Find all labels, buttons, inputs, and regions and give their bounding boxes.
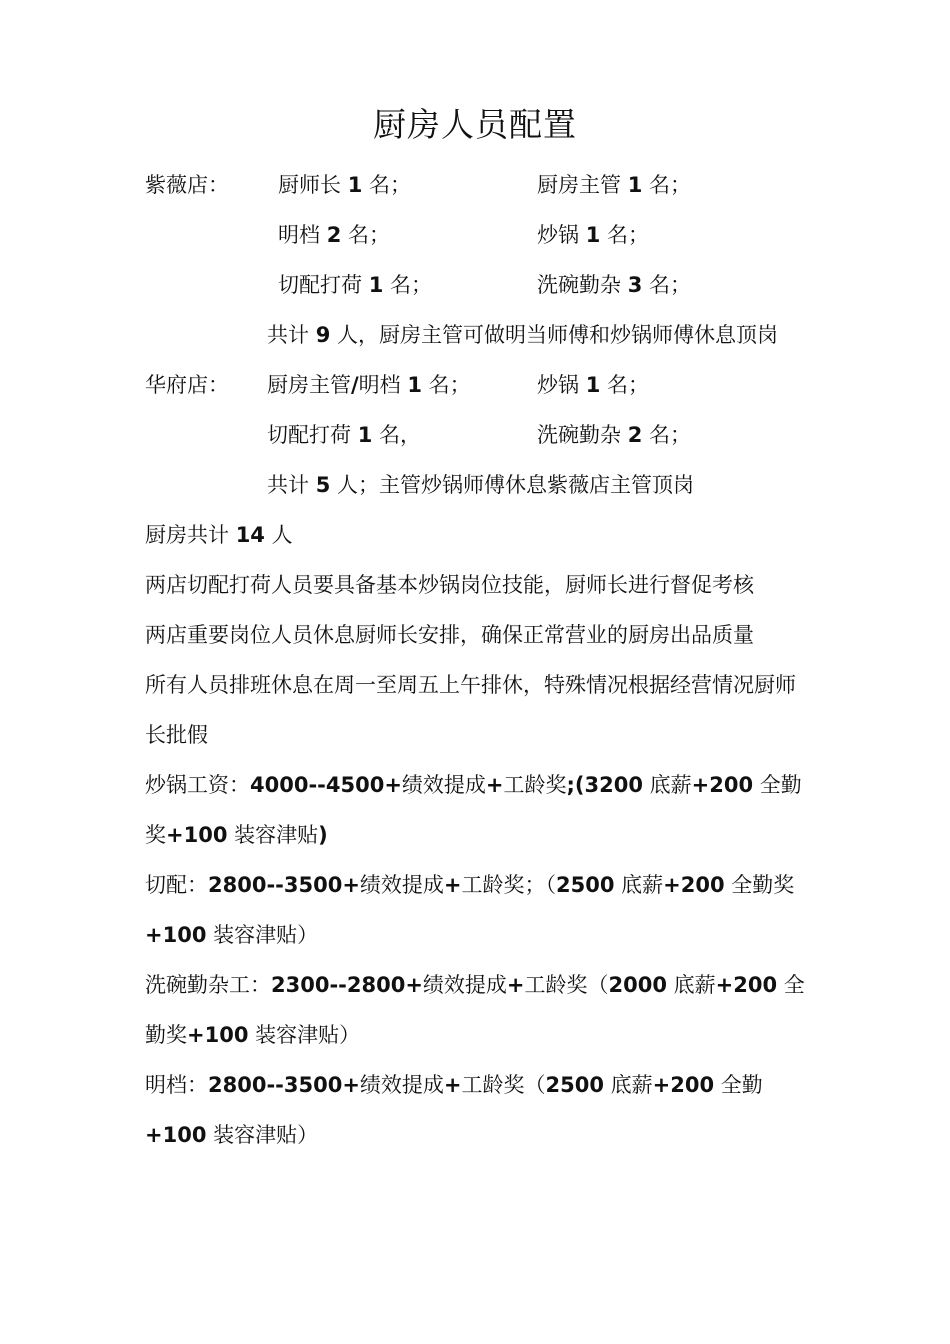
store1-total: 共计 9 人，厨房主管可做明当师傅和炒锅师傅休息顶岗	[267, 323, 778, 347]
note-paragraph: 两店切配打荷人员要具备基本炒锅岗位技能，厨师长进行督促考核	[145, 573, 754, 597]
store2-row1-col1: 厨房主管/明档 1 名；	[267, 373, 471, 397]
store1-row2-col2: 炒锅 1 名；	[537, 223, 649, 247]
store2-row2-col2: 洗碗勤杂 2 名；	[537, 423, 691, 447]
wage-paragraph: 明档：2800--3500+绩效提成+工龄奖（2500 底薪+200 全勤+100 装容津贴）	[145, 1073, 763, 1147]
store1-row3-col1: 切配打荷 1 名；	[278, 273, 432, 297]
page-title: 厨房人员配置	[373, 105, 577, 144]
wage-paragraph: 洗碗勤杂工：2300--2800+绩效提成+工龄奖（2000 底薪+200 全勤奖+100 装容津贴）	[145, 973, 805, 1047]
wage-paragraph: 切配：2800--3500+绩效提成+工龄奖；（2500 底薪+200 全勤奖+100 装容津贴）	[145, 873, 795, 947]
note-paragraph: 两店重要岗位人员休息厨师长安排，确保正常营业的厨房出品质量	[145, 623, 754, 647]
store1-row3-col2: 洗碗勤杂 3 名；	[537, 273, 691, 297]
store2-row2-col1: 切配打荷 1 名，	[267, 423, 421, 447]
kitchen-total: 厨房共计 14 人	[145, 523, 293, 547]
note-paragraph: 所有人员排班休息在周一至周五上午排休，特殊情况根据经营情况厨师长批假	[145, 673, 796, 747]
store1-row1-col2: 厨房主管 1 名；	[537, 173, 691, 197]
store2-name: 华府店：	[145, 373, 229, 397]
wage-paragraph: 炒锅工资：4000--4500+绩效提成+工龄奖;(3200 底薪+200 全勤奖+100 装容津贴)	[145, 773, 802, 847]
store2-total: 共计 5 人；主管炒锅师傅休息紫薇店主管顶岗	[267, 473, 694, 497]
store1-name: 紫薇店：	[145, 173, 229, 197]
store2-row1-col2: 炒锅 1 名；	[537, 373, 649, 397]
store1-row2-col1: 明档 2 名；	[278, 223, 390, 247]
store1-row1-col1: 厨师长 1 名；	[278, 173, 411, 197]
